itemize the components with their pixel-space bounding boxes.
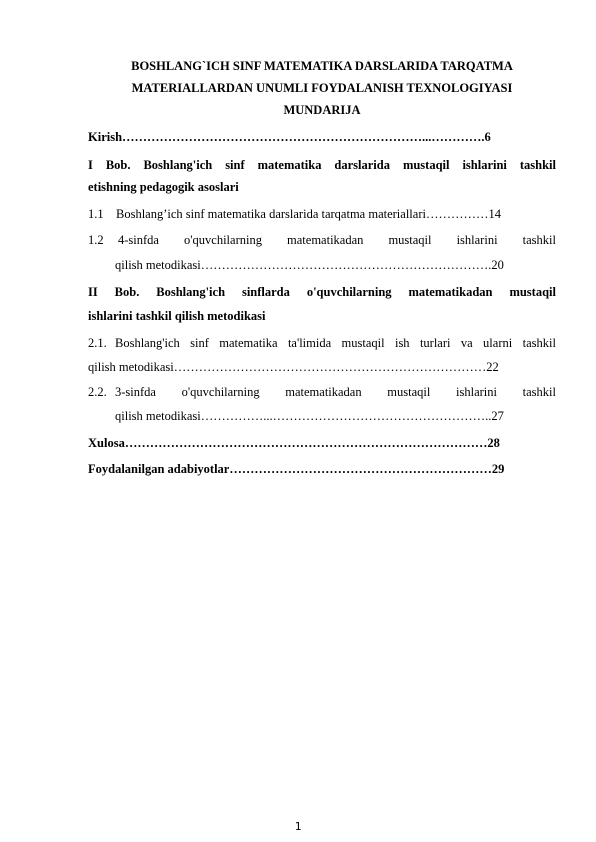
toc-word: mustaqil bbox=[387, 385, 431, 399]
toc-word: tashkil bbox=[522, 233, 556, 247]
toc-entry-2-2-line-2: qilish metodikasi……………...……………………………………………..27 bbox=[115, 409, 504, 423]
toc-word: tashkil bbox=[519, 158, 556, 172]
toc-chapter-1-line-1 bbox=[88, 155, 556, 175]
document-title-line-2: MATERIALLARDAN UNUMLI FOYDALANISH TEXNOLOGIYASI bbox=[131, 81, 513, 95]
toc-chapter-2-line-1 bbox=[88, 282, 556, 302]
toc-word: I bbox=[88, 158, 93, 172]
toc-word: sinf bbox=[190, 336, 209, 350]
toc-entry-1-2-line-2: qilish metodikasi…………………………………………………………….20 bbox=[115, 258, 504, 272]
toc-word: mustaqil bbox=[402, 158, 450, 172]
toc-entry-1-2-words bbox=[118, 230, 556, 250]
toc-entry-2-1-words bbox=[115, 333, 556, 353]
toc-word: ishlarini bbox=[456, 385, 497, 399]
toc-word: o'quvchilarning bbox=[306, 285, 392, 299]
toc-entry-2-2-words bbox=[115, 382, 556, 402]
toc-word: o'quvchilarning bbox=[184, 233, 262, 247]
toc-word: mustaqil bbox=[388, 233, 432, 247]
toc-chapter-2-line-2: ishlarini tashkil qilish metodikasi bbox=[88, 309, 266, 323]
toc-chapter-1-line-2: etishning pedagogik asoslari bbox=[88, 180, 239, 194]
toc-entry-1-1 bbox=[88, 204, 556, 224]
toc-word: mustaqil bbox=[341, 336, 385, 350]
toc-word: matematikadan bbox=[287, 233, 364, 247]
toc-word: II bbox=[88, 285, 98, 299]
toc-word: Boshlang'ich bbox=[143, 158, 213, 172]
toc-word: matematikadan bbox=[408, 285, 493, 299]
toc-entry-number: 2.1. bbox=[88, 336, 107, 350]
toc-word: sinf bbox=[225, 158, 245, 172]
toc-word: o'quvchilarning bbox=[181, 385, 260, 399]
toc-word: ish bbox=[394, 336, 410, 350]
toc-word: 3-sinfda bbox=[115, 385, 156, 399]
toc-entry-foydalanilgan-adabiyotlar: Foydalanilgan adabiyotlar………………………………………………………29 bbox=[88, 462, 505, 476]
toc-word: Bob. bbox=[105, 158, 131, 172]
toc-word: darslarida bbox=[334, 158, 390, 172]
toc-word: matematika bbox=[257, 158, 322, 172]
toc-word: ishlarini bbox=[462, 158, 507, 172]
toc-word: va bbox=[460, 336, 473, 350]
toc-word: Boshlang'ich bbox=[115, 336, 180, 350]
toc-entry-text: Boshlang’ich sinf matematika darslarida tarqatma materiallari……………14 bbox=[116, 207, 501, 221]
toc-entry-kirish: Kirish………………………………………………………………...………….6 bbox=[88, 130, 491, 144]
toc-entry-xulosa: Xulosa……………………………………………………………………………28 bbox=[88, 436, 500, 450]
toc-word: ta'limida bbox=[287, 336, 332, 350]
toc-word: mustaqil bbox=[509, 285, 556, 299]
toc-word: ishlarini bbox=[456, 233, 498, 247]
toc-word: matematika bbox=[219, 336, 278, 350]
toc-word: 4-sinfda bbox=[118, 233, 159, 247]
document-title-line-1: BOSHLANG`ICH SINF MATEMATIKA DARSLARIDA TARQATMA bbox=[131, 59, 513, 73]
toc-entry-number: 2.2. bbox=[88, 385, 107, 399]
toc-entry-2-1-line-2: qilish metodikasi…………………………………………………………………22 bbox=[88, 360, 499, 374]
page-number: 1 bbox=[294, 820, 302, 833]
toc-word: Boshlang'ich bbox=[156, 285, 226, 299]
toc-word: tashkil bbox=[522, 336, 556, 350]
toc-word: turlari bbox=[419, 336, 451, 350]
toc-word: tashkil bbox=[522, 385, 556, 399]
toc-word: ularni bbox=[483, 336, 513, 350]
toc-entry-number: 1.2 bbox=[88, 233, 104, 247]
toc-word: Bob. bbox=[114, 285, 140, 299]
toc-word: sinflarda bbox=[241, 285, 290, 299]
toc-word: matematikadan bbox=[285, 385, 362, 399]
toc-entry-number: 1.1 bbox=[88, 207, 104, 221]
toc-heading: MUNDARIJA bbox=[283, 103, 361, 117]
